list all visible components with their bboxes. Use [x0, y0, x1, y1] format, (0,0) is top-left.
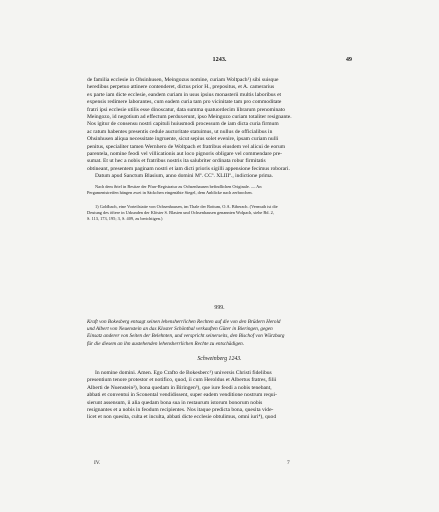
charter-text-line: licet et non quesita, culta et inculta, abbati dicte ecclesie obtulimus, omni iuri⁴), quod	[87, 414, 277, 421]
main-text-line: ac ratum habentes presentis cedule auctoritate statuimus, ut nullus de officialibus in	[87, 128, 273, 135]
document-number: 999.	[214, 305, 225, 311]
sheet-signature: 7	[287, 460, 290, 466]
summary-line: Kraft von Bokesberg entsagt seinen lehensherrlichen Rechten auf die von den Brüdern Herold	[87, 319, 281, 325]
source-note-line: Nach dem ðriel in Besitze der Pfarr-Registratur zu Ochsenhausen befindlichen Originale. — An	[95, 184, 262, 189]
place-date: Schweinberg 1243.	[197, 356, 242, 362]
main-text-line: heredibus perpetuo attinere contenderet, dictus prior H., prepositus, et A. camerarius	[87, 84, 275, 91]
page-number: 49	[345, 56, 352, 63]
charter-text-line: sierunt assensum, ii alia quedam bona sua in restaurum istorum bonorum nobis	[87, 399, 263, 406]
charter-text-line: abbati et conventui in Sconental vendidissent, super eadem venditione nostrum requi-	[87, 392, 277, 399]
charter-text	[87, 370, 352, 422]
header-year: 1243.	[212, 56, 227, 63]
source-note	[87, 184, 352, 196]
main-text	[87, 77, 352, 181]
footnote-line: 1) Goldbach, eine Vorteilstatte von Ochsenhausen, im Thale der Rottum, O.A. Biberach. (Vermuth ist die	[95, 204, 278, 209]
main-text-line: penitus, specialiter tamen Wernhero de Woltpach et fratribus eiusdem vel alicui de eorum	[87, 143, 286, 150]
summary-line: und Albert von Neuenstein an das Kloster Schönthal verkauften Güter in Bieringen, gegen	[87, 326, 273, 333]
main-text-line: sumat. Et ut hec a nobis et fratribus nostris ita salubriter ordinata robur firmitatis	[87, 158, 266, 165]
source-note-line: Pergamentstreifen hängen zwei in Säckchen eingenähte Siegel, dem Anblicke nach zerbrochen.	[87, 189, 253, 195]
footnote	[87, 204, 352, 222]
charter-text-line: In nomine domini. Amen. Ego Crafto de Bokesberc¹) universis Christi fidelibus	[95, 370, 272, 376]
footnote-line: S. 113, 173, 195; 3, S. 409, zu berichtigen.)	[87, 215, 163, 221]
main-text-line: Meingozo, id negotium ad effectum perduxerunt, ipso Meingozo curiam totaliter resignante.	[87, 114, 292, 121]
summary	[87, 319, 352, 348]
main-text-line: expensis redimere laborantes, cum eadem curia tam pro vicinitate tam pro commoditate	[87, 99, 282, 106]
running-header	[87, 56, 352, 66]
summary-line: Einsatz anderer von Seiten der Belehnten, und verspricht seinerseits, den Bischof von Würzburg	[87, 333, 285, 340]
charter-text-line: Alberti de Nuenstein²), bona quedam in Biringen³), que iure feodi a nobis tenebant,	[87, 384, 272, 391]
main-text-line: parentela, nomine feodi vel villicationis aut loco pignoris obligare vel commendare pre-	[87, 151, 282, 158]
main-text-line: de familia ecclesie in Ohsinhusen, Meingozus nomine, curiam Woltpach¹) sibi suisque	[87, 77, 279, 83]
footnote-line: Deutung des öftere in Urkunden der Klöster S. Blasien und Ochsenhausen genannten Wolpach, siehe Bd. 2,	[87, 209, 274, 215]
charter-text-line: presentium tenore protestor et notifico, quod, ii cum Heroldus et Albertus fratres, filii	[87, 377, 277, 384]
charter-text-line: resignantes et a nobis in feodum recipientes. Nos itaque predicta bona, quesita vide-	[87, 407, 274, 414]
summary-line: für die diesem an ihn austehenden lehensherrlichen Rechte zu entschädigen.	[87, 340, 245, 347]
volume-signature: IV.	[94, 460, 101, 466]
main-text-line: obtineant, presentem paginam nostri et iam dicti prioris sigilli appensione fecimus roborari.	[87, 165, 290, 172]
main-text-line: Datum apud Sanctum Blasium, anno domini Mº. CCº. XLIIIº., indictione prima.	[95, 173, 274, 180]
main-text-line: ex parte iam dicte ecclesie, eandem curiam in usus ipsius monasterii multis laboribus et	[87, 91, 282, 98]
main-text-line: Nos igitur de consensu nostri capituli huiusmodi processum de iam dicta curia firmum	[87, 121, 279, 128]
main-text-line: fratri ipsi ecclesie utilis esse dinoscatur, data summa quatuordecim librarum prenominato	[87, 106, 286, 113]
main-text-line: Ohsinhusen aliqua necessitate ingruente, sicut sepius solet evenire, ipsam curiam nulli	[87, 136, 279, 143]
